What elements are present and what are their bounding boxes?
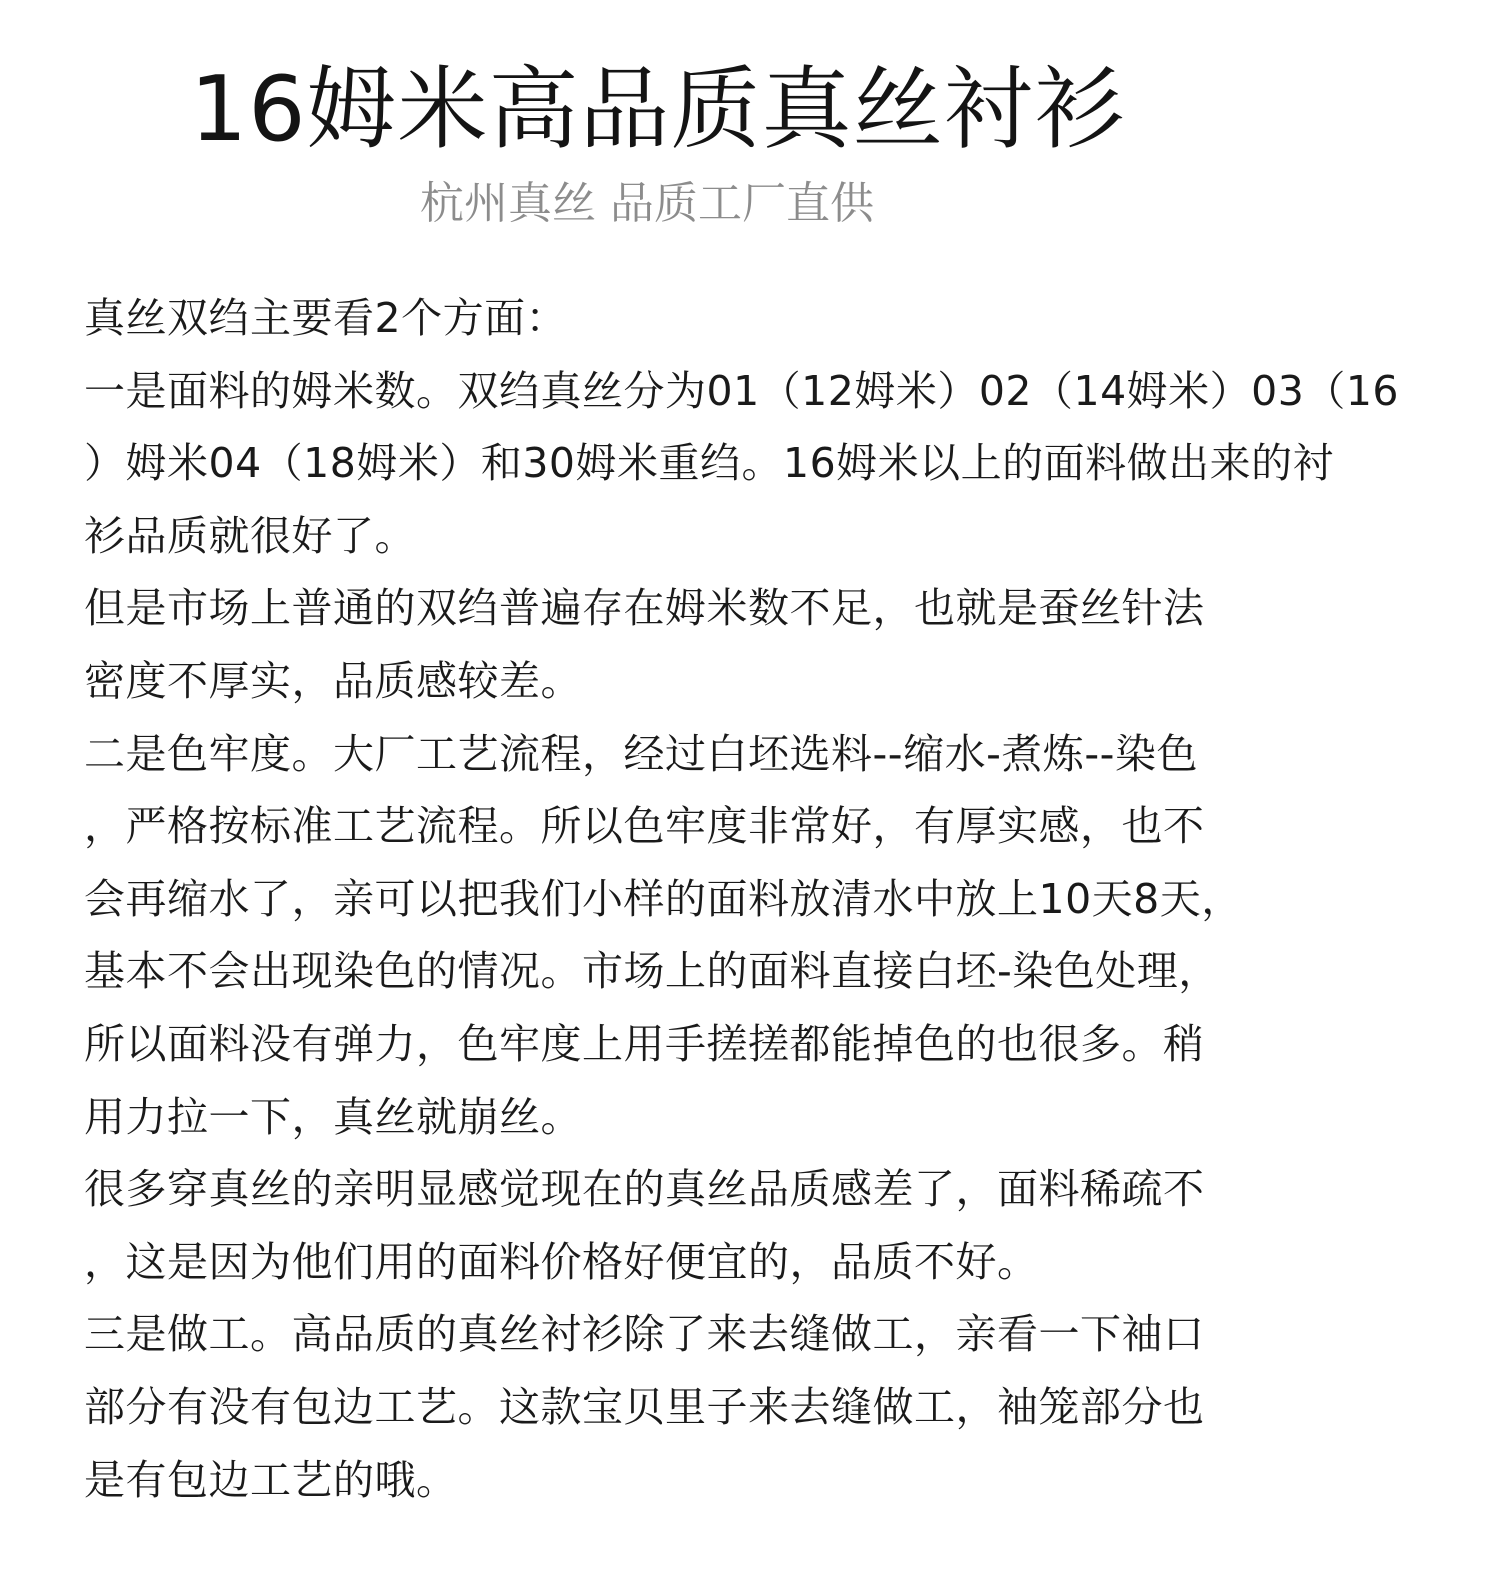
- text-line: 很多穿真丝的亲明显感觉现在的真丝品质感差了，面料稀疏不: [84, 1165, 1205, 1214]
- text-line: 密度不厚实，品质感较差。: [84, 656, 582, 705]
- text-line: 是有包边工艺的哦。: [84, 1455, 458, 1504]
- text-line: 部分有没有包边工艺。这款宝贝里子来去缝做工，袖笼部分也: [84, 1382, 1205, 1431]
- text-line: 但是市场上普通的双绉普遍存在姆米数不足，也就是蚕丝针法: [84, 584, 1205, 633]
- description-body: [84, 282, 1414, 1516]
- text-line: 衫品质就很好了。: [84, 511, 416, 560]
- text-line: 基本不会出现染色的情况。市场上的面料直接白坯-染色处理，: [84, 947, 1220, 996]
- page-title: 16姆米高品质真丝衬衫: [190, 57, 1126, 162]
- text-line: 三是做工。高品质的真丝衬衫除了来去缝做工，亲看一下袖口: [84, 1310, 1205, 1359]
- text-line: 所以面料没有弹力，色牢度上用手搓搓都能掉色的也很多。稍: [84, 1019, 1205, 1068]
- page-subtitle: 杭州真丝 品质工厂直供: [420, 178, 874, 229]
- text-line: 真丝双绉主要看2个方面：: [84, 294, 568, 342]
- text-line: 用力拉一下，真丝就崩丝。: [84, 1092, 582, 1141]
- text-line: ，这是因为他们用的面料价格好便宜的，品质不好。: [84, 1237, 1039, 1286]
- text-line: 二是色牢度。大厂工艺流程，经过白坯选料--缩水-煮炼--染色: [84, 729, 1198, 778]
- text-line: 会再缩水了，亲可以把我们小样的面料放清水中放上10天8天，: [84, 874, 1243, 923]
- text-line: ）姆米04（18姆米）和30姆米重绉。16姆米以上的面料做出来的衬: [84, 439, 1335, 488]
- text-line: ，严格按标准工艺流程。所以色牢度非常好，有厚实感，也不: [84, 802, 1205, 851]
- text-line: 一是面料的姆米数。双绉真丝分为01（12姆米）02（14姆米）03（16: [84, 366, 1400, 415]
